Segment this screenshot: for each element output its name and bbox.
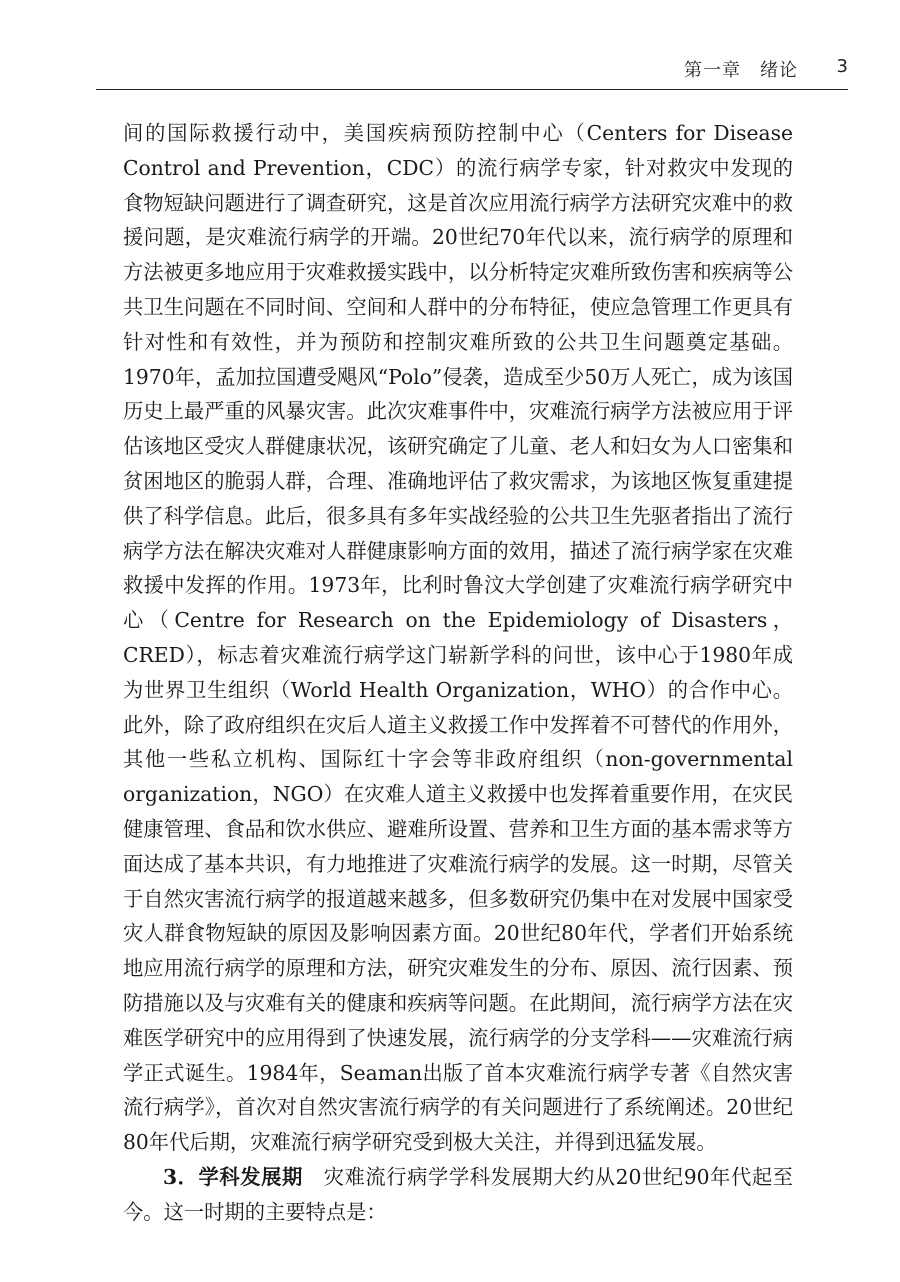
section-title: 学科发展期 (198, 1164, 303, 1189)
section-number: 3． (163, 1164, 199, 1189)
running-header (96, 48, 848, 84)
header-rule (96, 89, 848, 90)
paragraph-1: 间的国际救援行动中，美国疾病预防控制中心（Centers for Disease Control and Prevention，CDC）的流行病学专家，针对救灾中发现的食物短缺问题进行了调查研究，这是首次应用流行病学方法研究灾难中的救援问题，是灾难流行病学的开端。20世纪70年代以来，流行病学的原理和方法被更多地应用于灾难救援实践中，以分析特定灾难所致伤害和疾病等公共卫生问题在不同时间、空间和人群中的分布特征，使应急管理工作更具有针对性和有效性，并为预防和控制灾难所致的公共卫生问题奠定基础。1970年，孟加拉国遭受飓风“Polo”侵袭，造成至少50万人死亡，成为该国历史上最严重的风暴灾害。此次灾难事件中，灾难流行病学方法被应用于评估该地区受灾人群健康状况，该研究确定了儿童、老人和妇女为人口密集和贫困地区的脆弱人群，合理、准确地评估了救灾需求，为该地区恢复重建提供了科学信息。此后，很多具有多年实战经验的公共卫生先驱者指出了流行病学方法在解决灾难对人群健康影响方面的效用，描述了流行病学家在灾难救援中发挥的作用。1973年，比利时鲁汶大学创建了灾难流行病学研究中心（Centre for Research on the Epidemiology of Disasters，CRED），标志着灾难流行病学这门崭新学科的问世，该中心于1980年成为世界卫生组织（World Health Organization，WHO）的合作中心。此外，除了政府组织在灾后人道主义救援工作中发挥着不可替代的作用外，其他一些私立机构、国际红十字会等非政府组织（non-governmental organization，NGO）在灾难人道主义救援中也发挥着重要作用，在灾民健康管理、食品和饮水供应、避难所设置、营养和卫生方面的基本需求等方面达成了基本共识，有力地推进了灾难流行病学的发展。这一时期，尽管关于自然灾害流行病学的报道越来越多，但多数研究仍集中在对发展中国家受灾人群食物短缺的原因及影响因素方面。20世纪80年代，学者们开始系统地应用流行病学的原理和方法，研究灾难发生的分布、原因、流行因素、预防措施以及与灾难有关的健康和疾病等问题。在此期间，流行病学方法在灾难医学研究中的应用得到了快速发展，流行病学的分支学科——灾难流行病学正式诞生。1984年，Seaman出版了首本灾难流行病学专著《自然灾害流行病学》，首次对自然灾害流行病学的有关问题进行了系统阐述。20世纪80年代后期，灾难流行病学研究受到极大关注，并得到迅猛发展。 (123, 121, 793, 1155)
body-text (123, 116, 793, 1230)
chapter-title: 第一章 绪论 (684, 60, 798, 81)
section-text: 灾难流行病学学科发展期大约从20世纪90年代起至今。这一时期的主要特点是： (123, 1164, 793, 1224)
page-number: 3 (836, 56, 848, 77)
paragraph-section-3 (123, 1160, 793, 1230)
